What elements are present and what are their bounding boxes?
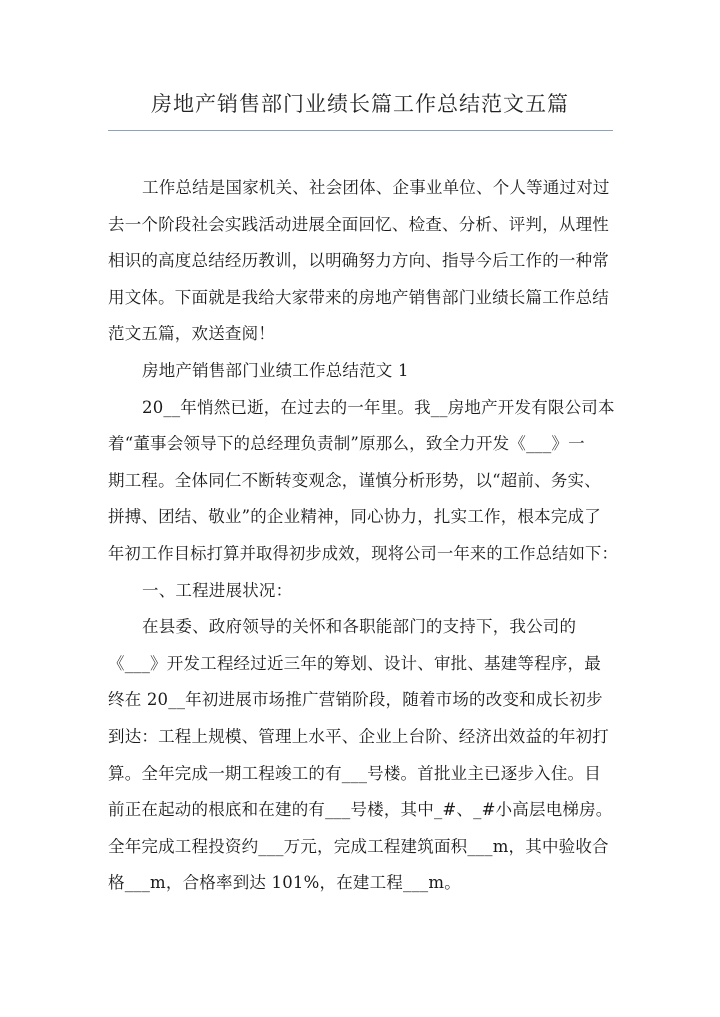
document-title: 房地产销售部门业绩长篇工作总结范文五篇 xyxy=(151,92,569,116)
body-text-line: 在县委、政府领导的关怀和各职能部门的支持下，我公司的 xyxy=(142,617,577,637)
title-divider xyxy=(108,130,613,131)
body-text-line: 前正在起动的根底和在建的有___号楼，其中_#、_#小高层电梯房。 xyxy=(108,800,613,820)
body-text-line: 范文五篇，欢送查阅！ xyxy=(108,324,275,344)
body-text-line: 期工程。全体同仁不断转变观念，谨慎分析形势，以“超前、务实、 xyxy=(108,470,601,490)
body-text-line: 20__年悄然已逝，在过去的一年里。我__房地产开发有限公司本 xyxy=(142,397,615,417)
body-text-line: 《___》开发工程经过近三年的筹划、设计、审批、基建等程序，最 xyxy=(108,653,601,673)
body-text-line: 相识的高度总结经历教训，以明确努力方向、指导今后工作的一种常 xyxy=(108,251,609,271)
body-text-line: 到达：工程上规模、管理上水平、企业上台阶、经济出效益的年初打 xyxy=(108,726,609,746)
body-text-line: 去一个阶段社会实践活动进展全面回忆、检查、分析、评判，从理性 xyxy=(108,214,609,234)
body-text-line: 终在 20__年初进展市场推广营销阶段，随着市场的改变和成长初步 xyxy=(108,690,603,710)
body-text-line: 房地产销售部门业绩工作总结范文 1 xyxy=(142,360,409,380)
body-text-line: 全年完成工程投资约___万元，完成工程建筑面积___m，其中验收合 xyxy=(108,836,609,856)
body-text-line: 拼搏、团结、敬业”的企业精神，同心协力，扎实工作，根本完成了 xyxy=(108,507,601,527)
body-text-line: 年初工作目标打算并取得初步成效，现将公司一年来的工作总结如下： xyxy=(108,543,618,563)
body-text-line: 一、工程进展状况： xyxy=(142,580,293,600)
body-text-line: 着“董事会领导下的总经理负责制”原那么，致全力开发《___》一 xyxy=(108,434,585,454)
body-text-line: 算。全年完成一期工程竣工的有___号楼。首批业主已逐步入住。目 xyxy=(108,763,601,783)
body-text-line: 工作总结是国家机关、社会团体、企事业单位、个人等通过对过 xyxy=(142,178,610,197)
document-body xyxy=(108,170,620,902)
body-text-line: 用文体。下面就是我给大家带来的房地产销售部门业绩长篇工作总结 xyxy=(108,287,609,307)
body-text-line: 格___m，合格率到达 101%，在建工程___m。 xyxy=(108,873,461,893)
